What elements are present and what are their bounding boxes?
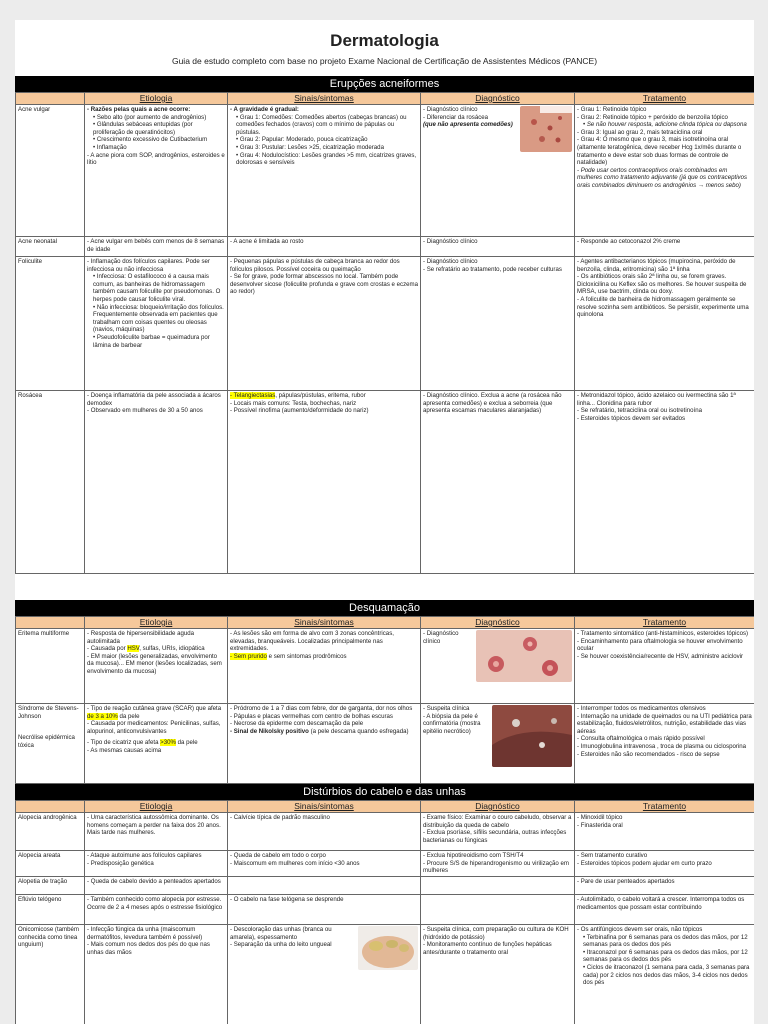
table-row (16, 105, 755, 237)
col-header-etiologia: Etiologia (85, 617, 228, 629)
cell-diagnostico: - Diagnóstico clínico (421, 237, 575, 257)
cell-diagnostico: - Diagnóstico clínico - Diferenciar da rosácea (que não apresenta comedões) (421, 105, 575, 237)
cell-sinais: - Pródromo de 1 a 7 dias com febre, dor de garganta, dor nos olhos - Pápulas e placas vermelhas com centro de bolhas escuras - Necrose da epiderme com descamação da pele - Sinal de Nikolsky positivo (a pele descama quando esfregada) (228, 704, 421, 784)
row-label: Alopetia de tração (16, 877, 85, 895)
document-page (15, 20, 754, 1024)
cell-sinais: - Calvície típica de padrão masculino (228, 813, 421, 851)
table-row (16, 391, 755, 574)
page-subtitle: Guia de estudo completo com base no projeto Exame Nacional de Certificação de Assistentes Médicos (PANCE) (171, 56, 598, 66)
cell-tratamento: - Grau 1: Retinoide tópico - Grau 2: Retinoide tópico + peróxido de benzoíla tópico • Se não houver resposta, adicione clinda tópica ou dapsona - Grau 3: Igual ao grau 2, mais tetraciclina oral - Grau 4: O mesmo que o grau 3, mais isotretinoína oral (altamente teratogênica, deve receber Hcg 1x/mês durante o tratamento e deve estar sob duas formas de controle de natalidade) - Pode usar certos contraceptivos orais combinados em mulheres como tratamento adjuvante (já que os contraceptivos orais combinados diminuem os androgênios → menos sebo) (575, 105, 755, 237)
empty-header (16, 93, 85, 105)
cell-sinais: - Telangiectasias, pápulas/pústulas, eritema, rubor - Locais mais comuns: Testa, bochechas, nariz - Possível rinofima (aumento/deformidade do nariz) (228, 391, 421, 574)
cell-sinais: - Descoloração das unhas (branca ou amarela), espessamento - Separação da unha do leito ungueal (228, 925, 421, 1024)
row-label: Foliculite (16, 257, 85, 391)
cell-tratamento: - Metronidazol tópico, ácido azelaico ou ivermectina são 1ª linha... Clonidina para rubor - Se refratário, tetraciclina oral ou isotretinoína - Esteroides tópicos devem ser evitados (575, 391, 755, 574)
row-label: Eflúvio telógeno (16, 895, 85, 925)
cell-diagnostico: - Suspeita clínica - A biópsia da pele é confirmatória (mostra epitélio necrótico) (421, 704, 575, 784)
table-cabelo-unhas (15, 800, 754, 1024)
cell-etiologia: - Doença inflamatória da pele associada a ácaros demodex - Observado em mulheres de 30 a 50 anos (85, 391, 228, 574)
empty-header (16, 617, 85, 629)
row-label: Rosácea (16, 391, 85, 574)
cell-tratamento: - Interromper todos os medicamentos ofensivos - Internação na unidade de queimados ou na UTI pediátrica para estabilização, fluidos/eletrólitos, nutrição, estabilidade das vias aéreas - Consulta oftalmológica o mais rápido possível - Imunoglobulina intravenosa , troca de plasma ou ciclosporina - Esteroides não são recomendados - risco de sepse (575, 704, 755, 784)
cell-etiologia: - Infecção fúngica da unha (maiscomum dermatófitos, levedura também é possível) - Mais comum nos dedos dos pés do que nas unhas das mãos (85, 925, 228, 1024)
cell-sinais (228, 877, 421, 895)
highlight: >30% (160, 739, 176, 747)
empty-header (16, 801, 85, 813)
cell-diagnostico: - Exame físico: Examinar o couro cabeludo, observar a distribuição da queda de cabelo - Exclua psoríase, sífilis secundária, outras infecções bacterianas ou fúngicas (421, 813, 575, 851)
row-label: Acne neonatal (16, 237, 85, 257)
table-row (16, 704, 755, 784)
row-label: Acne vulgar (16, 105, 85, 237)
cell-etiologia: - Uma característica autossômica dominante. Os homens começam a perder na faixa dos 20 anos. Mais tarde nas mulheres. (85, 813, 228, 851)
section-band-acneiformes: Erupções acneiformes (15, 76, 754, 92)
cell-tratamento: - Minoxidil tópico - Finasterida oral (575, 813, 755, 851)
col-header-sinais: Sinais/sintomas (228, 93, 421, 105)
table-row (16, 851, 755, 877)
row-label: Alopecia androgênica (16, 813, 85, 851)
cell-sinais: - A acne é limitada ao rosto (228, 237, 421, 257)
highlight: - Telangiectasias (230, 392, 276, 399)
table-row (16, 257, 755, 391)
cell-etiologia: - Razões pelas quais a acne ocorre: • Sebo alto (por aumento de androgênios) • Glândulas sebáceas entupidas (por proliferação de queratinócitos) • Crescimento excessivo de Cutibacterium • Inflamação - A acne piora com SOP, androgênios, esteroides e lítio (85, 105, 228, 237)
cell-tratamento: - Tratamento sintomático (anti-histamínicos, esteroides tópicos) - Encaminhamento para oftalmologia se houver envolvimento ocular - Se houver coexistência/recente de HSV, administre aciclovir (575, 629, 755, 704)
col-header-etiologia: Etiologia (85, 801, 228, 813)
col-header-diagnostico: Diagnóstico (421, 617, 575, 629)
table-row (16, 925, 755, 1024)
cell-sinais: - Queda de cabelo em todo o corpo - Maiscomum em mulheres com início <30 anos (228, 851, 421, 877)
cell-etiologia: - Queda de cabelo devido a penteados apertados (85, 877, 228, 895)
cell-tratamento: - Pare de usar penteados apertados (575, 877, 755, 895)
cell-diagnostico: - Diagnóstico clínico - Se refratário ao tratamento, pode receber culturas (421, 257, 575, 391)
page-title: Dermatologia (330, 31, 439, 50)
table-acneiformes (15, 92, 754, 574)
cell-sinais: - Pequenas pápulas e pústulas de cabeça branca ao redor dos folículos pilosos. Possível coceira ou queimação - Se for grave, pode formar abscessos no local. Também pode desenvolver sicose (foliculite profunda e grave com crostas e eczema ao redor) (228, 257, 421, 391)
cell-diagnostico: - Diagnóstico clínico. Exclua a acne (a rosácea não apresenta comedões) e exclua a seborreia (que apresenta escamas maculares alaranjadas) (421, 391, 575, 574)
row-label: Eritema multiforme (16, 629, 85, 704)
col-header-sinais: Sinais/sintomas (228, 801, 421, 813)
cell-tratamento: - Agentes antibacterianos tópicos (mupirocina, peróxido de benzoíla, clinda, eritromicina) são 1ª linha - Os antibióticos orais são 2ª linha ou, se forem graves. Dicloxicilina ou Keflex são os melhores. Se houver suspeita de MRSA, use bactrim, clinda ou doxy. - A foliculite de banheira de hidromassagem geralmente se resolve sozinha sem antibióticos. Se persistir, experimente uma quinolona (575, 257, 755, 391)
col-header-diagnostico: Diagnóstico (421, 93, 575, 105)
cell-diagnostico: - Diagnóstico clínico (421, 629, 575, 704)
row-label: Síndrome de Stevens-Johnson Necrólise epidérmica tóxica (16, 704, 85, 784)
table-desquamacao (15, 616, 754, 784)
acne-photo-image (520, 106, 572, 152)
cell-etiologia: - Resposta de hipersensibilidade aguda autolimitada - Causada por HSV, sulfas, URIs, idiopática - EM maior (lesões generalizadas, envolvimento da mucosa)... EM menor (lesões localizadas, sem envolvimento da mucosa) (85, 629, 228, 704)
cell-etiologia: - Inflamação dos folículos capilares. Pode ser infecciosa ou não infecciosa • Infecciosa: O estafilococo é a causa mais comum, as banheiras de hidromassagem também causam foliculite por pseudomonas. O herpes pode causar foliculite viral. • Não infecciosa: bloqueio/irritação dos folículos. Frequentemente observada em pacientes que trabalham com coisas quentes ou oleosas (navios, máquinas) • Pseudofoliculite barbae = queimadura por lâmina de barbear (85, 257, 228, 391)
cell-sinais: - As lesões são em forma de alvo com 3 zonas concêntricas, elevadas, branqueáveis. Localizadas principalmente nas extremidades. - Sem prurido e sem sintomas prodrômicos (228, 629, 421, 704)
cell-etiologia: - Também conhecido como alopecia por estresse. Ocorre de 2 a 4 meses após o estresse fisiológico (85, 895, 228, 925)
sjs-photo-image (492, 705, 572, 767)
cell-tratamento: - Responde ao cetoconazol 2% creme (575, 237, 755, 257)
cell-tratamento: - Autolimitado, o cabelo voltará a crescer. Interrompa todos os medicamentos que possam estar contribuindo (575, 895, 755, 925)
cell-diagnostico (421, 877, 575, 895)
cell-diagnostico (421, 895, 575, 925)
highlight: de 3 a 10% (87, 712, 118, 720)
cell-etiologia: - Ataque autoimune aos folículos capilares - Predisposição genética (85, 851, 228, 877)
cell-tratamento: - Os antifúngicos devem ser orais, não tópicos • Terbinafina por 6 semanas para os dedos das mãos, por 12 semanas para os dedos dos pés • Itraconazol por 6 semanas para os dedos das mãos, por 12 semanas para os dedos dos pés • Ciclos de itraconazol (1 semana para cada, 3 semanas para cada) por 2 ciclos nos dedos das mãos, 3-4 ciclos nos dedos dos pés (575, 925, 755, 1024)
col-header-etiologia: Etiologia (85, 93, 228, 105)
col-header-sinais: Sinais/sintomas (228, 617, 421, 629)
cell-sinais: - A gravidade é gradual: • Grau 1: Comedões: Comedões abertos (cabeças brancas) ou comedões fechados (cravos) com o mínimo de pápulas ou pústulas. • Grau 2: Papular: Moderado, pouca cicatrização • Grau 3: Pustular: Lesões >25, cicatrização moderada • Grau 4: Nodulocístico: Lesões grandes >5 mm, cicatrizes graves, dolorosas e sensíveis (228, 105, 421, 237)
cell-sinais: - O cabelo na fase telógena se desprende (228, 895, 421, 925)
cell-etiologia: - Tipo de reação cutânea grave (SCAR) que afeta de 3 a 10% da pele - Causada por medicamentos: Penicilinas, sulfas, alopurinol, anticonvulsivantes - Tipo de cicatriz que afeta >30% da pele - As mesmas causas acima (85, 704, 228, 784)
col-header-tratamento: Tratamento (575, 617, 755, 629)
cell-tratamento: - Sem tratamento curativo - Esteroides tópicos podem ajudar em curto prazo (575, 851, 755, 877)
table-row (16, 629, 755, 704)
col-header-diagnostico: Diagnóstico (421, 801, 575, 813)
cell-etiologia: - Acne vulgar em bebês com menos de 8 semanas de idade (85, 237, 228, 257)
erythema-photo-image (476, 630, 572, 682)
table-row (16, 895, 755, 925)
cell-diagnostico: - Suspeita clínica, com preparação ou cultura de KOH (hidróxido de potássio) - Monitoramento contínuo de funções hepáticas antes/durante o tratamento oral (421, 925, 575, 1024)
section-band-desquamacao: Desquamação (15, 600, 754, 616)
cell-diagnostico: - Exclua hipotireoidismo com TSH/T4 - Procure S/S de hiperandrogenismo ou virilização em mulheres (421, 851, 575, 877)
highlight: - Sem prurido (230, 652, 267, 660)
table-row (16, 237, 755, 257)
row-label: Onicomicose (também conhecida como tinea unguium) (16, 925, 85, 1024)
nail-photo-image (358, 926, 418, 970)
table-row (16, 813, 755, 851)
col-header-tratamento: Tratamento (575, 801, 755, 813)
col-header-tratamento: Tratamento (575, 93, 755, 105)
highlight: HSV (127, 645, 140, 653)
table-row (16, 877, 755, 895)
row-label: Alopecia areata (16, 851, 85, 877)
section-band-cabelo: Distúrbios do cabelo e das unhas (15, 784, 754, 800)
